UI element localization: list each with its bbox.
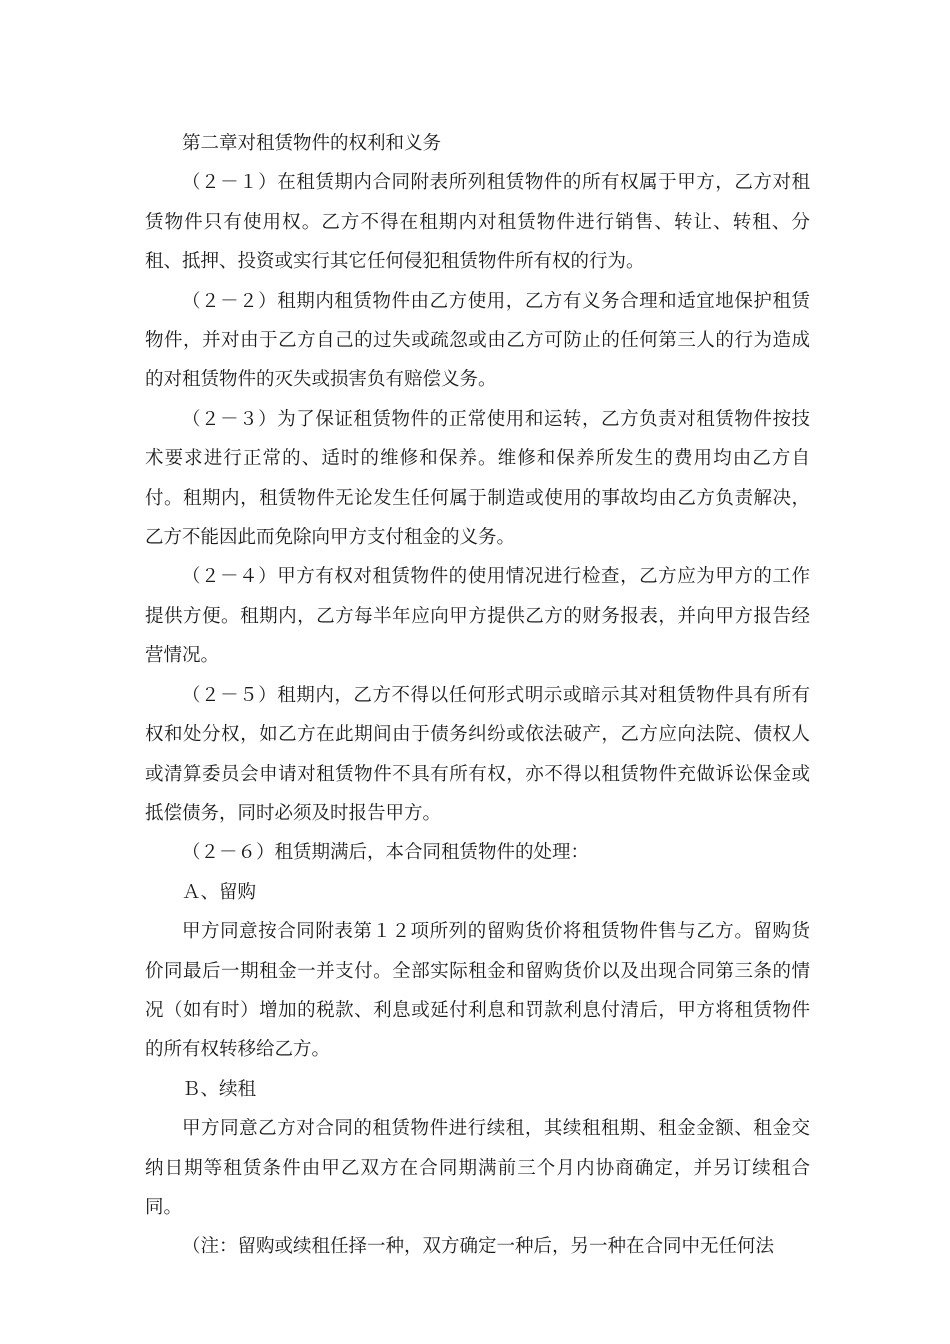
option-b-text: 甲方同意乙方对合同的租赁物件进行续租，其续租租期、租金金额、租金交纳日期等租赁条件由甲乙双方在合同期满前三个月内协商确定，并另订续租合同。 [145, 1118, 810, 1218]
document-body [145, 124, 810, 1267]
clause-2-1: （２－１）在租赁期内合同附表所列租赁物件的所有权属于甲方，乙方对租赁物件只有使用权。乙方不得在租期内对租赁物件进行销售、转让、转租、分租、抵押、投资或实行其它任何侵犯租赁物件所有权的行为。 [145, 172, 810, 273]
note-text: （注：留购或续租任择一种，双方确定一种后，另一种在合同中无任何法 [182, 1236, 775, 1258]
clause-2-6: （２－６）租赁期满后，本合同租赁物件的处理： [182, 842, 590, 864]
option-a-text: 甲方同意按合同附表第１２项所列的留购货价将租赁物件售与乙方。留购货价同最后一期租金一并支付。全部实际租金和留购货价以及出现合同第三条的情况（如有时）增加的税款、利息或延付利息和罚款利息付清后，甲方将租赁物件的所有权转移给乙方。 [145, 921, 810, 1061]
clause-2-5: （２－５）租期内，乙方不得以任何形式明示或暗示其对租赁物件具有所有权和处分权，如乙方在此期间由于债务纠纷或依法破产，乙方应向法院、债权人或清算委员会申请对租赁物件不具有所有权，亦不得以租赁物件充做诉讼保金或抵偿债务，同时必须及时报告甲方。 [145, 684, 810, 824]
clause-2-4: （２－４）甲方有权对租赁物件的使用情况进行检查，乙方应为甲方的工作提供方便。租期内，乙方每半年应向甲方提供乙方的财务报表，并向甲方报告经营情况。 [145, 566, 810, 667]
option-a-title: Ａ、留购 [182, 881, 257, 903]
option-b-title: Ｂ、续租 [182, 1078, 257, 1100]
chapter-title: 第二章对租赁物件的权利和义务 [182, 133, 442, 154]
clause-2-3: （２－３）为了保证租赁物件的正常使用和运转，乙方负责对租赁物件按技术要求进行正常的、适时的维修和保养。维修和保养所发生的费用均由乙方自付。租期内，租赁物件无论发生任何属于制造或使用的事故均由乙方负责解决，乙方不能因此而免除向甲方支付租金的义务。 [145, 408, 810, 549]
clause-2-2: （２－２）租期内租赁物件由乙方使用，乙方有义务合理和适宜地保护租赁物件，并对由于乙方自己的过失或疏忽或由乙方可防止的任何第三人的行为造成的对租赁物件的灭失或损害负有赔偿义务。 [145, 290, 810, 391]
